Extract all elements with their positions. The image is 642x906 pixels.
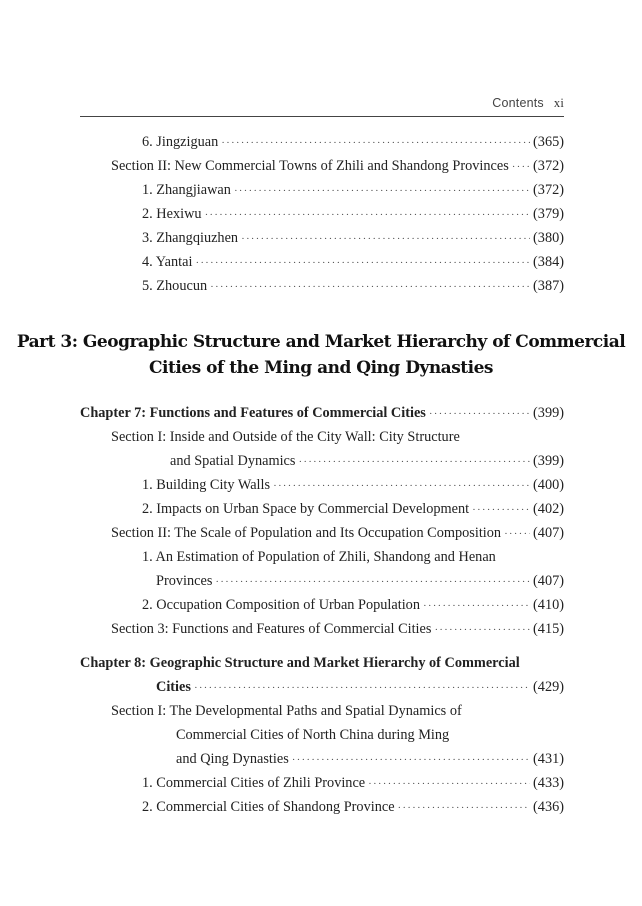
toc-title: 1. Zhangjiawan — [142, 182, 231, 198]
toc-title: 2. Impacts on Urban Space by Commercial Development — [142, 501, 470, 517]
chapter-title: Chapter 7: Functions and Features of Commercial Cities — [80, 405, 426, 421]
toc-page: (372) — [533, 182, 564, 198]
toc-title: 5. Zhoucun — [142, 278, 208, 294]
toc-row — [142, 277, 564, 296]
section-title-line: Section I: Inside and Outside of the City Wall: City Structure — [111, 429, 460, 445]
toc-page: (372) — [533, 158, 564, 174]
leader-dots — [434, 621, 530, 639]
leader-dots — [472, 501, 530, 519]
toc-row — [142, 253, 564, 272]
toc-title: and Spatial Dynamics — [170, 453, 296, 469]
toc-page: (380) — [533, 230, 564, 246]
chapter-row — [156, 678, 564, 697]
toc-page: (379) — [533, 206, 564, 222]
leader-dots — [215, 573, 530, 591]
toc-title: 4. Yantai — [142, 254, 193, 270]
toc-page: (399) — [533, 453, 564, 469]
leader-dots — [194, 679, 530, 697]
toc-page: (433) — [533, 775, 564, 791]
toc-page: (387) — [533, 278, 564, 294]
toc-row — [142, 181, 564, 200]
section-title-line: Section I: The Developmental Paths and Spatial Dynamics of — [111, 703, 462, 719]
chapter-title-line: Chapter 8: Geographic Structure and Market Hierarchy of Commercial — [80, 655, 520, 671]
leader-dots — [210, 278, 530, 296]
leader-dots — [398, 799, 530, 817]
toc-title: 6. Jingziguan — [142, 134, 219, 150]
toc-title: Provinces — [156, 573, 213, 589]
toc-row — [111, 524, 564, 543]
toc-row — [142, 596, 564, 615]
leader-dots — [429, 405, 530, 423]
toc-page: (415) — [533, 621, 564, 637]
toc-page: (407) — [533, 525, 564, 541]
leader-dots — [205, 206, 530, 224]
leader-dots — [241, 230, 530, 248]
section-title-line: Commercial Cities of North China during Ming — [176, 727, 450, 743]
leader-dots — [195, 254, 530, 272]
toc-title: Section II: New Commercial Towns of Zhili and Shandong Provinces — [111, 158, 509, 174]
toc-row — [142, 798, 564, 817]
toc-page: (402) — [533, 501, 564, 517]
running-head-title: Contents — [492, 96, 544, 110]
leader-dots — [234, 182, 530, 200]
chapter-row — [80, 404, 564, 423]
toc-title: and Qing Dynasties — [176, 751, 289, 767]
toc-row — [142, 500, 564, 519]
toc-page: (436) — [533, 799, 564, 815]
page-number: xi — [553, 96, 564, 110]
toc-page: (399) — [533, 405, 564, 421]
item-title-line: 1. An Estimation of Population of Zhili, Shandong and Henan — [142, 549, 496, 565]
toc-title: 3. Zhangqiuzhen — [142, 230, 239, 246]
part-heading-line-1: Part 3: Geographic Structure and Market Hierarchy of Commercial — [16, 332, 626, 352]
toc-page: (407) — [533, 573, 564, 589]
toc-title: 2. Commercial Cities of Shandong Province — [142, 799, 395, 815]
toc-page: (365) — [533, 134, 564, 150]
toc-page: (431) — [533, 751, 564, 767]
leader-dots — [221, 134, 530, 152]
toc-row — [142, 229, 564, 248]
leader-dots — [512, 158, 530, 176]
leader-dots — [368, 775, 530, 793]
running-head — [492, 96, 564, 111]
toc-title: 1. Commercial Cities of Zhili Province — [142, 775, 366, 791]
toc-row — [170, 452, 564, 471]
chapter-title: Cities — [156, 679, 191, 695]
toc-page: (429) — [533, 679, 564, 695]
leader-dots — [504, 525, 530, 543]
leader-dots — [423, 597, 530, 615]
leader-dots — [298, 453, 530, 471]
toc-row — [111, 620, 564, 639]
toc-row — [142, 476, 564, 495]
leader-dots — [273, 477, 530, 495]
toc-title: Section II: The Scale of Population and Its Occupation Composition — [111, 525, 502, 541]
toc-title: 1. Building City Walls — [142, 477, 271, 493]
toc-title: 2. Occupation Composition of Urban Population — [142, 597, 420, 613]
toc-row — [142, 133, 564, 152]
header-rule — [80, 116, 564, 117]
toc-row — [142, 774, 564, 793]
toc-page: (410) — [533, 597, 564, 613]
toc-page: (384) — [533, 254, 564, 270]
leader-dots — [292, 751, 530, 769]
toc-row — [111, 157, 564, 176]
toc-row — [142, 205, 564, 224]
toc-row — [176, 750, 564, 769]
toc-title: Section 3: Functions and Features of Commercial Cities — [111, 621, 432, 637]
toc-page: (400) — [533, 477, 564, 493]
part-heading-line-2: Cities of the Ming and Qing Dynasties — [149, 358, 493, 378]
toc-title: 2. Hexiwu — [142, 206, 202, 222]
toc-row — [156, 572, 564, 591]
